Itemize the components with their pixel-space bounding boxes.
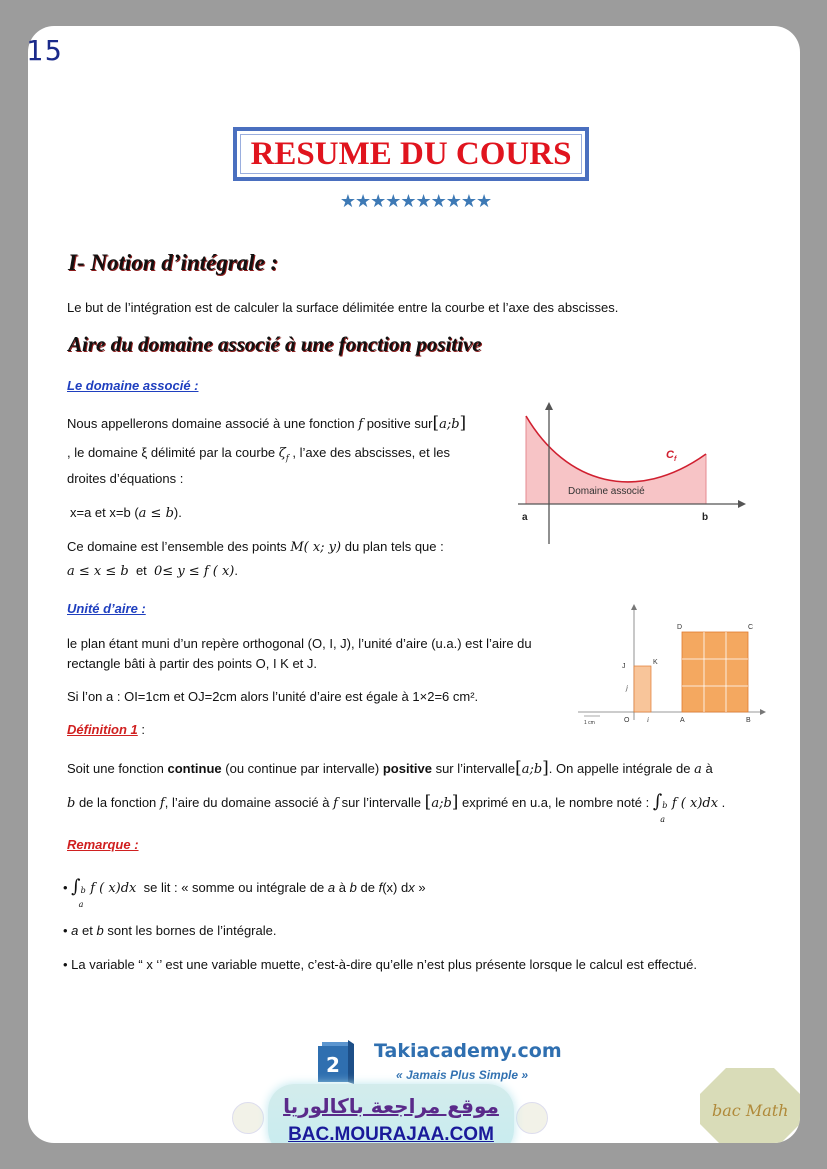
title-box — [233, 127, 589, 181]
svg-text:bac Math: bac Math — [712, 1101, 789, 1120]
label-D: D — [677, 624, 683, 631]
bac-mourajaa-link[interactable]: BAC.MOURAJAA.COM — [288, 1124, 494, 1143]
label-C: C — [748, 624, 754, 631]
domaine-line6: a ≤ x ≤ b et 0≤ y ≤ f ( x). — [67, 563, 239, 579]
site-name[interactable]: Takiacademy.com — [374, 1040, 562, 1062]
bac-mourajaa-banner[interactable] — [268, 1084, 514, 1143]
left-emblem — [232, 1102, 264, 1134]
label-i: i — [647, 716, 649, 724]
section-heading: I- Notion d’intégrale : — [68, 250, 279, 275]
unite-label: Unité d’aire : — [67, 601, 146, 616]
unit-area-figure — [576, 604, 766, 724]
label-J: J — [622, 663, 626, 670]
remarque-label: Remarque : — [67, 837, 139, 852]
domaine-line4: x=a et x=b (a ≤ b). — [70, 505, 182, 521]
arabic-title: موقع مراجعة باكالوريا — [283, 1094, 499, 1118]
domaine-line3: droites d’équations : — [67, 471, 184, 486]
domaine-line2: , le domaine ξ délimité par la courbe $\zeta_f$ , l’axe des abscisses, et les — [67, 445, 450, 463]
label-B: B — [746, 717, 751, 724]
intro-text: Le but de l’intégration est de calculer la surface délimitée entre la courbe et l’axe des abscisses. — [67, 300, 619, 315]
label-1cm: 1 cm — [584, 720, 595, 724]
b-label: b — [702, 512, 709, 523]
label-K: K — [653, 659, 658, 666]
definition-line1: Soit une fonction continue (ou continue par intervalle) positive sur l’intervalle[a;b]. On appelle intégrale de a à — [67, 758, 713, 778]
page-title: RESUME DU COURS — [250, 135, 572, 172]
unite-line1: le plan étant muni d’un repère orthogonal (O, I, J), l’unité d’aire (u.a.) est l’aire du — [67, 636, 532, 651]
domaine-line1: Nous appellerons domaine associé à une fonction f positive sur[a;b] — [67, 413, 467, 433]
label-A: A — [680, 717, 685, 724]
remarque-bullet2: • a et b sont les bornes de l’intégrale. — [63, 923, 277, 938]
takiacademy-logo — [318, 1040, 354, 1084]
document-page — [28, 26, 800, 1143]
definition-line2: b de la fonction f, l’aire du domaine associé à f sur l’intervalle [a;b] exprimé en u.a, le nombre noté : ∫ b a f ( x)dx . — [67, 791, 726, 824]
curve-label: $C_f$ — [666, 449, 677, 463]
svg-text:2: 2 — [326, 1053, 340, 1077]
remarque-bullet1: • ∫ b a f ( x)dx se lit : « somme ou intégrale de a à b de f(x) dx » — [63, 876, 426, 909]
domaine-label: Le domaine associé : — [67, 378, 199, 393]
area-label: Domaine associé — [568, 486, 645, 497]
definition-heading: Définition 1 : — [67, 722, 146, 737]
label-O: O — [624, 717, 630, 724]
domain-figure — [516, 394, 746, 554]
area-square — [682, 632, 748, 712]
domaine-line5: Ce domaine est l’ensemble des points M( x; y) du plan tels que : — [67, 539, 444, 555]
stars-decoration: ★★★★★★★★★★ — [339, 191, 492, 211]
remarque-bullet3: • La variable “ x ‘’ est une variable muette, c’est-à-dire qu’elle n’est plus présente lorsque le calcul est effectué. — [63, 957, 697, 972]
right-emblem — [516, 1102, 548, 1134]
subsection-heading: Aire du domaine associé à une fonction positive — [68, 332, 482, 356]
slogan: « Jamais Plus Simple » — [396, 1068, 529, 1082]
bac-math-logo — [698, 1066, 800, 1143]
a-label: a — [522, 512, 528, 523]
label-j: j — [626, 684, 628, 692]
page-number: 15 — [26, 34, 64, 67]
unite-line3: Si l’on a : OI=1cm et OJ=2cm alors l’unité d’aire est égale à 1×2=6 cm². — [67, 689, 479, 704]
unite-line2: rectangle bâti à partir des points O, I K et J. — [67, 656, 318, 671]
unit-rectangle — [634, 666, 651, 712]
